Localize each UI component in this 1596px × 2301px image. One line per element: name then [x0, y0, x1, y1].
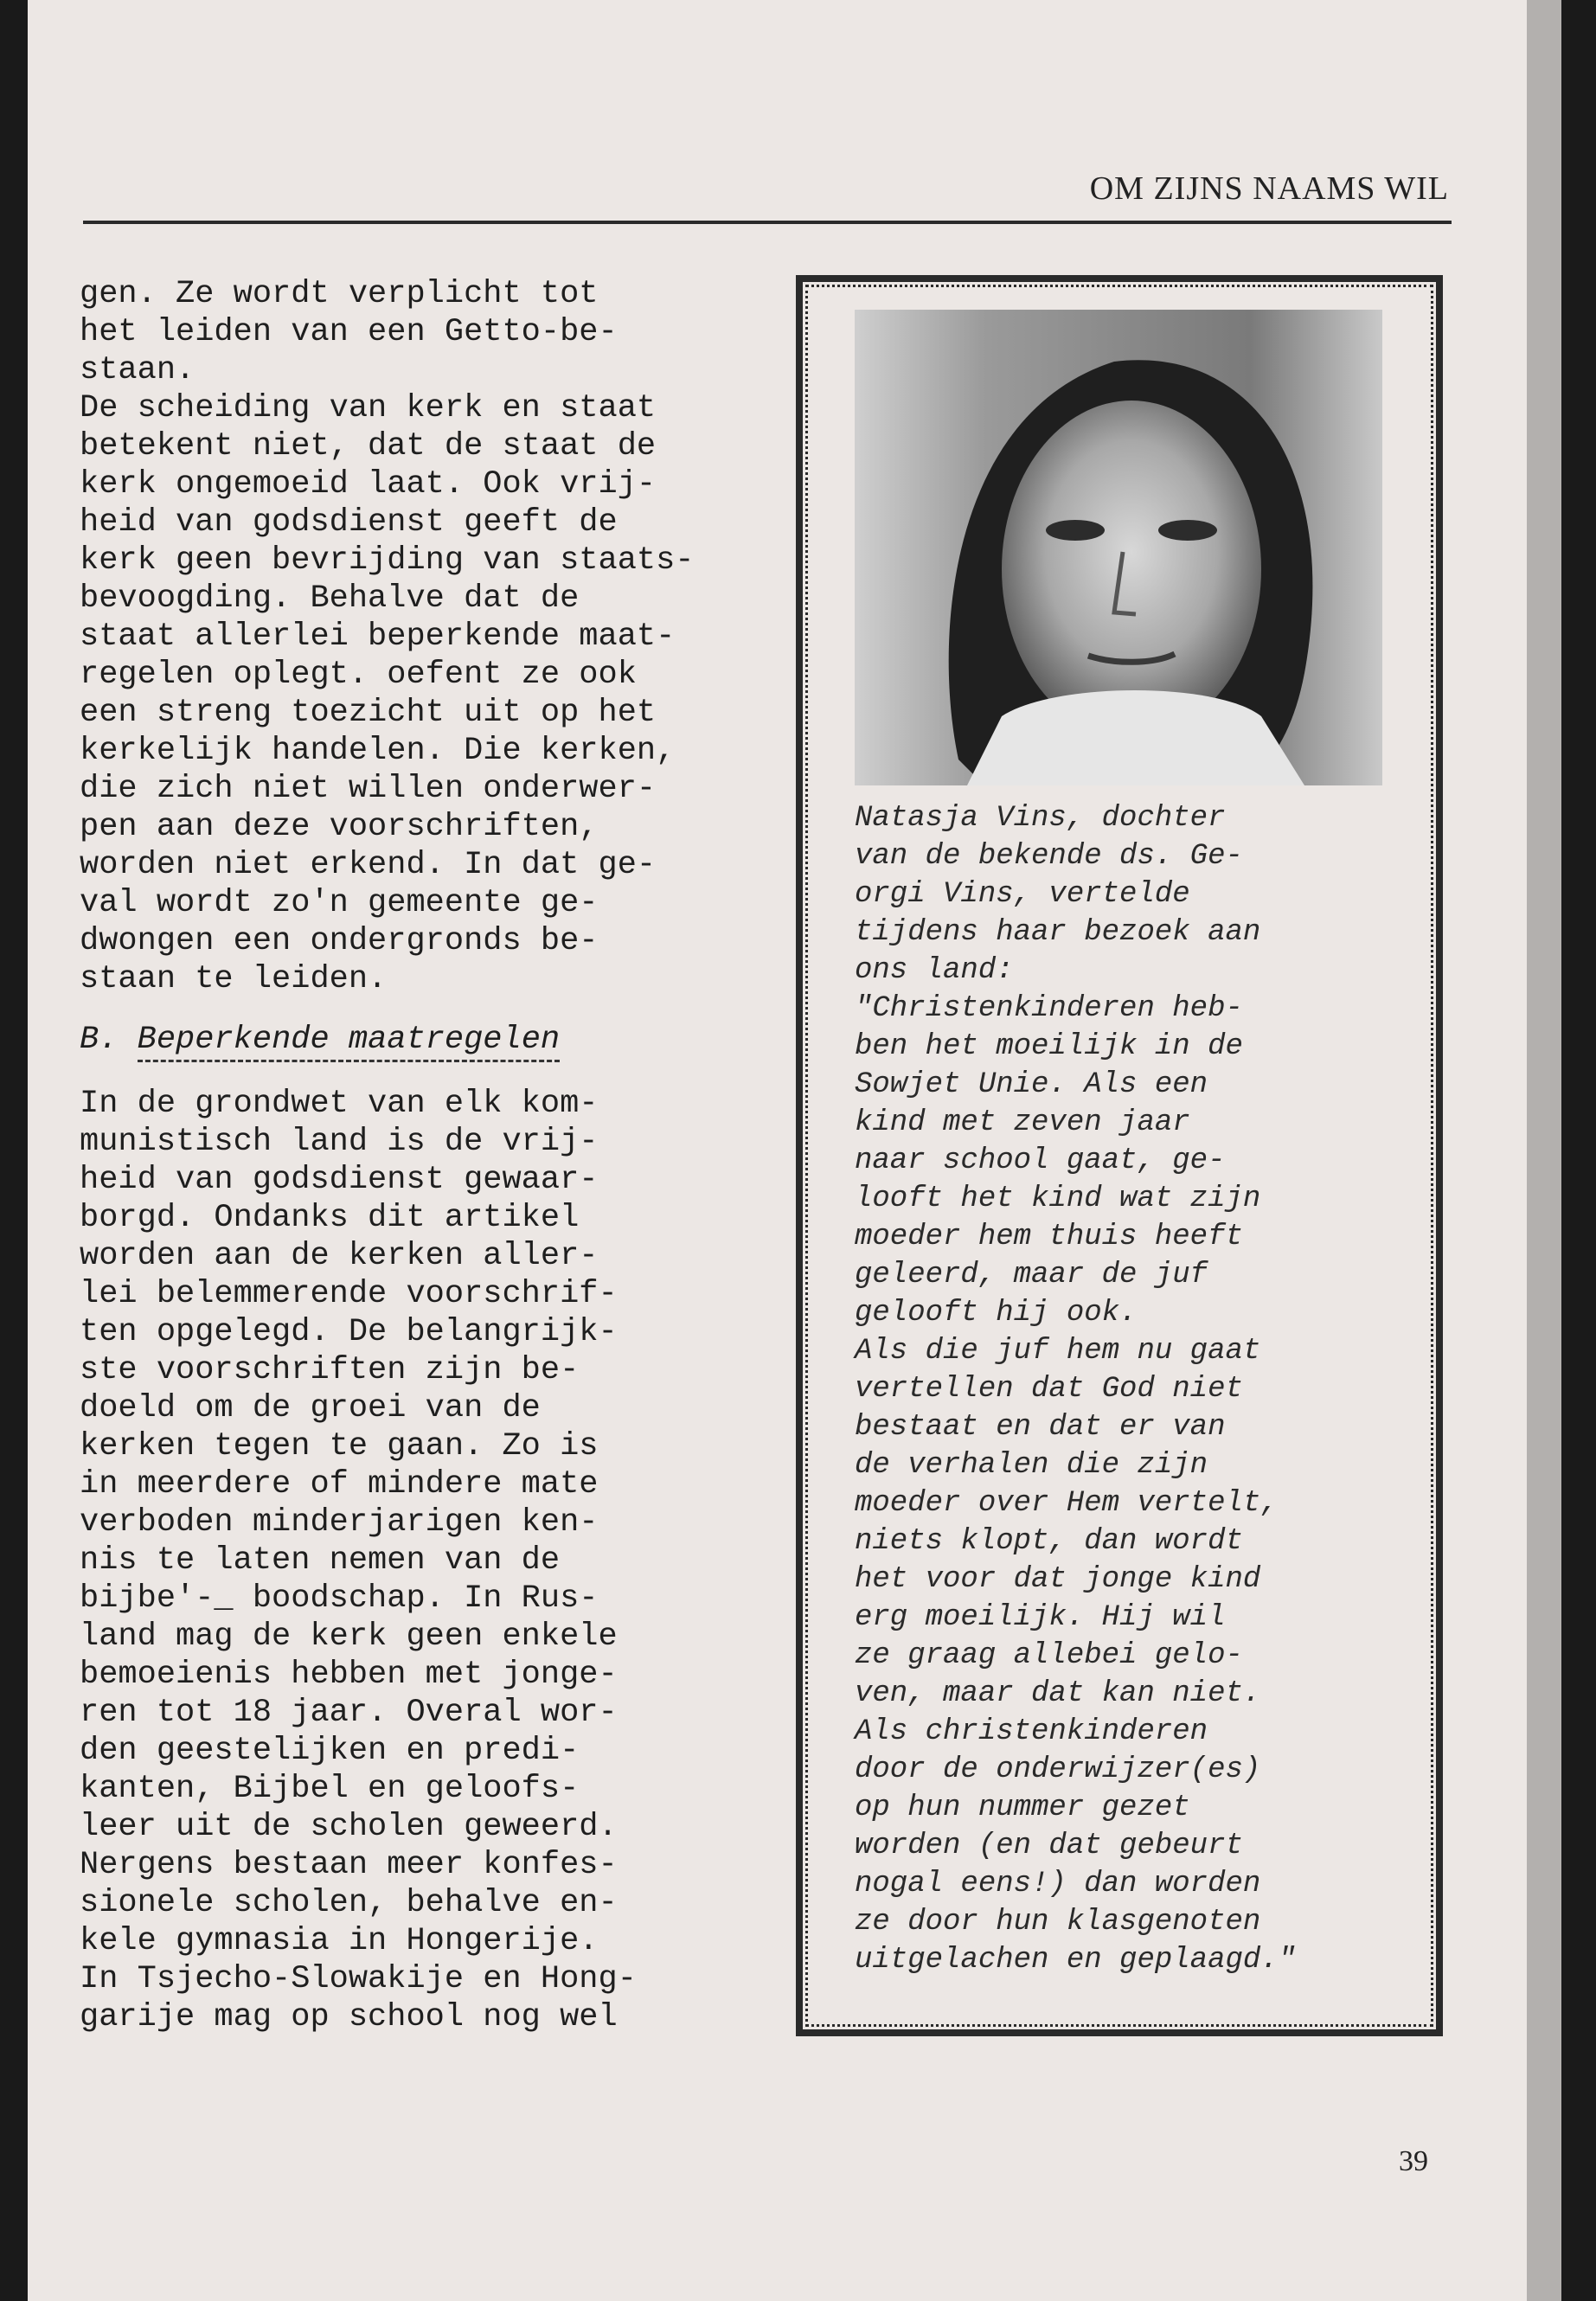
text-line: In Tsjecho-Slowakije en Hong- [80, 1961, 637, 1997]
text-line: lei belemmerende voorschrif- [80, 1276, 618, 1312]
text-line: doeld om de groei van de [80, 1390, 541, 1426]
text-line: ven, maar dat kan niet. [855, 1677, 1261, 1710]
text-line: kerk geen bevrijding van staats- [80, 542, 695, 579]
text-line: de verhalen die zijn [855, 1449, 1208, 1482]
section-label: B. [80, 1022, 119, 1058]
portrait-photo [855, 310, 1382, 785]
text-line: moeder over Hem vertelt, [855, 1487, 1279, 1520]
text-line: een streng toezicht uit op het [80, 695, 657, 731]
text-line: orgi Vins, vertelde [855, 878, 1190, 911]
text-line: ste voorschriften zijn be- [80, 1352, 580, 1388]
text-line: vertellen dat God niet [855, 1373, 1243, 1406]
text-line: gen. Ze wordt verplicht tot [80, 276, 599, 312]
text-line: die zich niet willen onderwer- [80, 771, 657, 807]
text-line: van de bekende ds. Ge- [855, 840, 1243, 873]
paragraph-1 [80, 275, 737, 998]
text-line: moeder hem thuis heeft [855, 1221, 1243, 1253]
text-line: kerkelijk handelen. Die kerken, [80, 733, 676, 769]
page-edge [1527, 0, 1561, 2301]
section-title: Beperkende maatregelen [138, 1022, 560, 1062]
running-head: OM ZIJNS NAAMS WIL [1089, 170, 1449, 207]
text-line: staan. [80, 352, 195, 388]
text-line: garije mag op school nog wel [80, 1999, 618, 2035]
text-line: heid van godsdienst gewaar- [80, 1162, 599, 1198]
sidebar-box [796, 275, 1443, 2036]
text-line: sionele scholen, behalve en- [80, 1885, 618, 1921]
text-line: bemoeienis hebben met jonge- [80, 1657, 618, 1693]
text-line: Natasja Vins, dochter [855, 802, 1226, 835]
text-line: niets klopt, dan wordt [855, 1525, 1243, 1558]
text-line: kerk ongemoeid laat. Ook vrij- [80, 466, 657, 503]
text-line: Nergens bestaan meer konfes- [80, 1847, 618, 1883]
text-line: op hun nummer gezet [855, 1791, 1190, 1824]
section-heading [80, 1021, 737, 1059]
text-line: nogal eens!) dan worden [855, 1868, 1261, 1900]
text-line: leer uit de scholen geweerd. [80, 1809, 618, 1845]
text-line: ons land: [855, 954, 1014, 987]
text-line: kanten, Bijbel en geloofs- [80, 1771, 580, 1807]
text-line: staan te leiden. [80, 961, 388, 997]
paragraph-2 [80, 1085, 737, 2036]
text-line: ze graag allebei gelo- [855, 1639, 1243, 1672]
text-line: bijbe'-_ boodschap. In Rus- [80, 1580, 599, 1617]
text-line: staat allerlei beperkende maat- [80, 619, 676, 655]
page-number: 39 [1399, 2145, 1428, 2177]
text-line: borgd. Ondanks dit artikel [80, 1200, 580, 1236]
text-line: bestaat en dat er van [855, 1411, 1226, 1444]
main-text-column [80, 275, 737, 2036]
text-line: uitgelachen en geplaagd." [855, 1944, 1297, 1977]
photo-caption [855, 799, 1408, 1979]
text-line: munistisch land is de vrij- [80, 1124, 599, 1160]
text-line: geleerd, maar de juf [855, 1259, 1208, 1292]
text-line: erg moeilijk. Hij wil [855, 1601, 1226, 1634]
text-line: door de onderwijzer(es) [855, 1753, 1261, 1786]
text-line: ten opgelegd. De belangrijk- [80, 1314, 618, 1350]
text-line: kerken tegen te gaan. Zo is [80, 1428, 599, 1465]
text-line: in meerdere of mindere mate [80, 1466, 599, 1503]
text-line: De scheiding van kerk en staat [80, 390, 657, 426]
text-line: worden aan de kerken aller- [80, 1238, 599, 1274]
text-line: kele gymnasia in Hongerije. [80, 1923, 599, 1959]
text-line: verboden minderjarigen ken- [80, 1504, 599, 1541]
text-line: naar school gaat, ge- [855, 1144, 1226, 1177]
text-line: pen aan deze voorschriften, [80, 809, 599, 845]
text-line: bevoogding. Behalve dat de [80, 580, 580, 617]
text-line: worden niet erkend. In dat ge- [80, 847, 657, 883]
text-line: nis te laten nemen van de [80, 1542, 561, 1579]
text-line: worden (en dat gebeurt [855, 1830, 1243, 1862]
text-line: looft het kind wat zijn [855, 1183, 1261, 1215]
text-line: den geestelijken en predi- [80, 1733, 580, 1769]
text-line: ze door hun klasgenoten [855, 1906, 1261, 1939]
text-line: kind met zeven jaar [855, 1106, 1190, 1139]
book-page [28, 0, 1561, 2301]
text-line: heid van godsdienst geeft de [80, 504, 618, 541]
text-line: tijdens haar bezoek aan [855, 916, 1261, 949]
text-line: "Christenkinderen heb- [855, 992, 1243, 1025]
text-line: ben het moeilijk in de [855, 1030, 1243, 1063]
text-line: Als die juf hem nu gaat [855, 1335, 1261, 1368]
text-line: gelooft hij ook. [855, 1297, 1138, 1330]
header-rule [83, 221, 1452, 224]
text-line: betekent niet, dat de staat de [80, 428, 657, 465]
text-line: land mag de kerk geen enkele [80, 1618, 618, 1655]
text-line: dwongen een ondergronds be- [80, 923, 599, 959]
text-line: ren tot 18 jaar. Overal wor- [80, 1695, 618, 1731]
text-line: Als christenkinderen [855, 1715, 1208, 1748]
text-line: In de grondwet van elk kom- [80, 1086, 599, 1122]
text-line: het voor dat jonge kind [855, 1563, 1261, 1596]
text-line: het leiden van een Getto-be- [80, 314, 618, 350]
text-line: Sowjet Unie. Als een [855, 1068, 1208, 1101]
text-line: regelen oplegt. oefent ze ook [80, 657, 637, 693]
text-line: val wordt zo'n gemeente ge- [80, 885, 599, 921]
